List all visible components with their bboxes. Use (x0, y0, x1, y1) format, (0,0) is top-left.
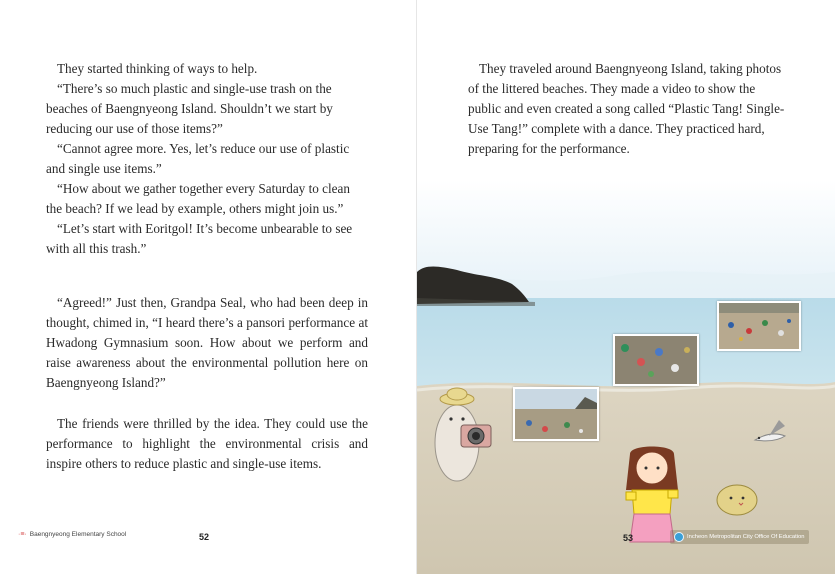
paragraph-4: “How about we gather together every Saturday to clean the beach? If we lead by example, others might join us.” (46, 181, 350, 216)
beach-photo-3 (513, 387, 599, 441)
potato-character (717, 485, 757, 515)
beach-photo-2 (613, 334, 699, 386)
paragraph-7: The friends were thrilled by the idea. They could use the performance to highlight the environmental crisis and inspire others to reduce plastic and single-use items. (46, 416, 368, 471)
beach-photo-1 (717, 301, 801, 351)
right-page (417, 0, 835, 574)
right-paragraph: They traveled around Baengnyeong Island, taking photos of the littered beaches. They made a video to show the public and even created a song called “Plastic Tang! Single-Use Tang!” complete with a dance. They practiced hard, preparing for the performance. (468, 61, 785, 156)
school-mark-icon: ·≡· (18, 531, 27, 538)
footer-org (670, 530, 809, 544)
girl-character (626, 447, 678, 543)
left-text-bottom (46, 414, 368, 474)
paragraph-5: “Let’s start with Eoritgol! It’s become unbearable to see with all this trash.” (46, 221, 353, 256)
paragraph-1: They started thinking of ways to help. (57, 61, 258, 76)
footer-school (18, 531, 126, 538)
left-text-middle (46, 293, 368, 393)
paragraph-2: “There’s so much plastic and single-use trash on the beaches of Baengnyeong Island. Shouldn’t we start by reducing our use of those items?” (46, 81, 333, 136)
education-office-logo-icon (674, 532, 684, 542)
footer-org-name: Incheon Metropolitan City Office Of Education (687, 534, 805, 540)
left-text-top (46, 59, 368, 259)
footer-school-name: Baengnyeong Elementary School (29, 531, 127, 538)
left-page (0, 0, 417, 574)
sand (417, 382, 835, 574)
paragraph-3: “Cannot agree more. Yes, let’s reduce our use of plastic and single use items.” (46, 141, 350, 176)
page-number-right: 53 (623, 533, 634, 543)
paragraph-6: “Agreed!” Just then, Grandpa Seal, who had been deep in thought, chimed in, “I heard there’s a pansori performance at Hwadong Gymnasium soon. How about we perform and raise awareness about the environmental pollution here on Baengnyeong Island?” (46, 295, 368, 390)
beach-illustration (417, 180, 835, 574)
right-text (468, 59, 786, 159)
page-number-left: 52 (199, 532, 210, 542)
